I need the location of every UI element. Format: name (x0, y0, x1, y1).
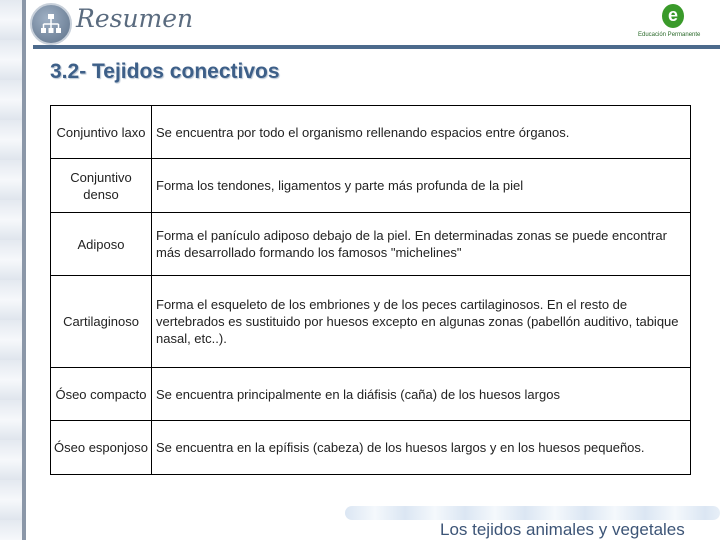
educacion-permanente-logo: e Educación Permanente (638, 5, 701, 38)
table-row (51, 213, 691, 276)
tissue-name: Óseo esponjoso (51, 421, 152, 475)
tissue-name: Conjuntivo denso (51, 159, 152, 213)
hierarchy-icon (30, 3, 72, 45)
tissue-description: Se encuentra por todo el organismo rellenando espacios entre órganos. (152, 106, 691, 159)
table-row (51, 368, 691, 421)
table-row (51, 106, 691, 159)
tissue-name: Conjuntivo laxo (51, 106, 152, 159)
header-divider (33, 45, 720, 49)
table-row (51, 421, 691, 475)
footer-decoration (345, 506, 720, 520)
tissue-name: Cartilaginoso (51, 276, 152, 368)
tissue-description: Forma los tendones, ligamentos y parte más profunda de la piel (152, 159, 691, 213)
tissue-description: Forma el panículo adiposo debajo de la piel. En determinadas zonas se puede encontrar más desarrollado formando los famosos "michelines" (152, 213, 691, 276)
table-row (51, 159, 691, 213)
tissue-description: Se encuentra principalmente en la diáfisis (caña) de los huesos largos (152, 368, 691, 421)
tissue-table (50, 105, 691, 475)
page-title: 3.2- Tejidos conectivos (50, 60, 280, 83)
left-border (22, 0, 26, 540)
tissue-description: Forma el esqueleto de los embriones y de los peces cartilaginosos. En el resto de vertebrados es sustituido por huesos excepto en algunas zonas (pabellón auditivo, tabique nasal, etc..). (152, 276, 691, 368)
tissue-name: Adiposo (51, 213, 152, 276)
decorative-left-strip (0, 0, 22, 540)
footer-title: Los tejidos animales y vegetales (440, 520, 685, 539)
table-row (51, 276, 691, 368)
tissue-name: Óseo compacto (51, 368, 152, 421)
tissue-description: Se encuentra en la epífisis (cabeza) de los huesos largos y en los huesos pequeños. (152, 421, 691, 475)
section-label: Resumen (76, 4, 194, 33)
